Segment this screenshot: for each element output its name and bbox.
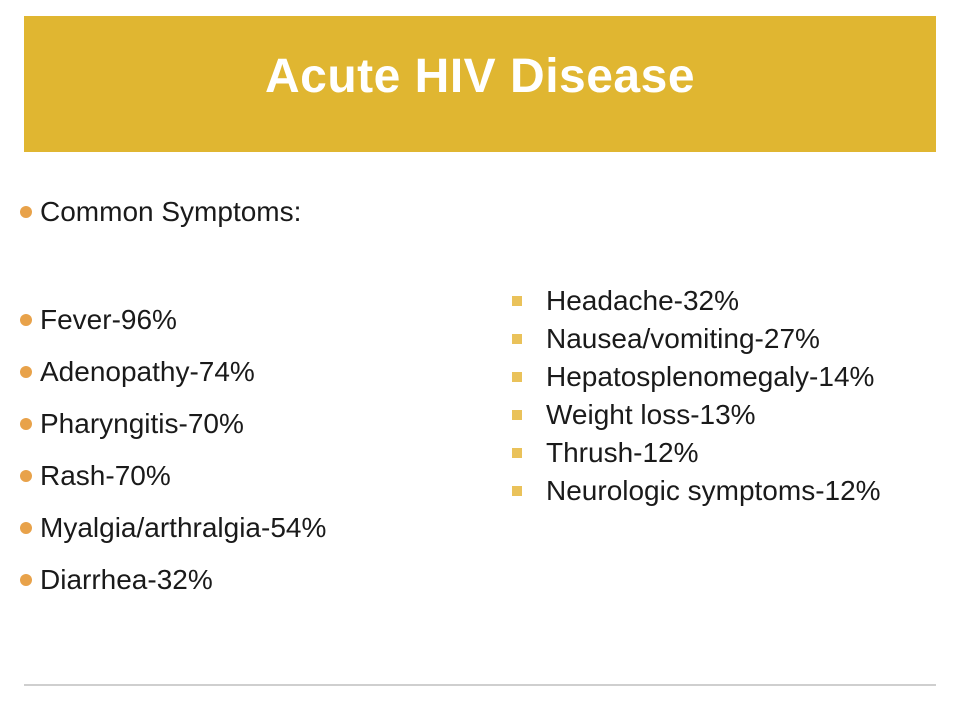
bullet-dot-icon [20, 522, 32, 534]
bullet-square-icon [512, 410, 522, 420]
list-item [20, 352, 326, 404]
list-item [512, 396, 936, 434]
list-item [20, 508, 326, 560]
list-item-text: Diarrhea-32% [40, 564, 213, 595]
list-item [20, 456, 326, 508]
list-item-text: Headache-32% [546, 285, 740, 316]
list-item [20, 560, 326, 612]
slide-title: Acute HIV Disease [264, 49, 696, 103]
bullet-dot-icon [20, 206, 32, 218]
bullet-dot-icon [20, 418, 32, 430]
list-item-text: Myalgia/arthralgia-54% [40, 512, 327, 543]
bullet-square-icon [512, 334, 522, 344]
list-item-text: Thrush-12% [546, 437, 699, 468]
list-item [512, 434, 936, 472]
right-symptom-list [512, 282, 936, 510]
list-item-text: Rash-70% [40, 460, 171, 491]
list-item [20, 300, 326, 352]
bullet-dot-icon [20, 470, 32, 482]
list-item-text: Fever-96% [40, 304, 177, 335]
title-bar [24, 16, 936, 152]
list-item [512, 320, 936, 358]
bullet-square-icon [512, 486, 522, 496]
list-item [512, 282, 936, 320]
bullet-dot-icon [20, 366, 32, 378]
list-item-text: Adenopathy-74% [40, 356, 255, 387]
list-item-text: Hepatosplenomegaly-14% [546, 361, 875, 392]
bullet-square-icon [512, 296, 522, 306]
bullet-dot-icon [20, 574, 32, 586]
list-heading-text: Common Symptoms: [40, 196, 302, 227]
list-item-text: Neurologic symptoms-12% [546, 475, 881, 506]
list-item [512, 358, 936, 396]
list-item [20, 404, 326, 456]
list-item-text: Weight loss-13% [546, 399, 756, 430]
bullet-square-icon [512, 448, 522, 458]
list-item-text: Pharyngitis-70% [40, 408, 244, 439]
list-item [512, 472, 936, 510]
left-symptom-list [20, 192, 326, 612]
bottom-divider [24, 684, 936, 686]
bullet-square-icon [512, 372, 522, 382]
bullet-dot-icon [20, 314, 32, 326]
list-item-text: Nausea/vomiting-27% [546, 323, 820, 354]
list-heading [20, 192, 326, 300]
